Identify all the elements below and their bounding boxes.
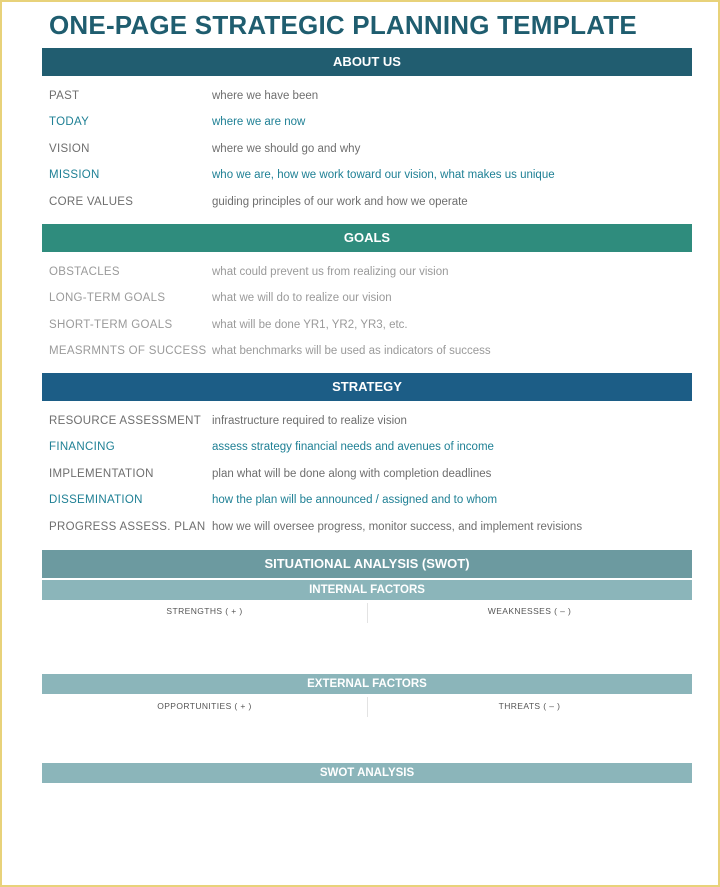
row-description: what will be done YR1, YR2, YR3, etc.: [212, 319, 408, 331]
row-description: how the plan will be announced / assigned and to whom: [212, 494, 498, 506]
goals-row-obstacles: [42, 262, 692, 282]
strategy-header: STRATEGY: [42, 373, 692, 401]
swot-analysis-header: SWOT ANALYSIS: [42, 763, 692, 783]
strengths-label: STRENGTHS ( + ): [166, 606, 243, 616]
row-label: LONG-TERM GOALS: [49, 292, 166, 304]
row-label: FINANCING: [49, 441, 115, 453]
page-title: ONE-PAGE STRATEGIC PLANNING TEMPLATE: [49, 10, 637, 40]
row-description: how we will oversee progress, monitor success, and implement revisions: [212, 521, 583, 533]
row-description: where we have been: [212, 90, 319, 102]
weaknesses-label: WEAKNESSES ( – ): [487, 606, 572, 616]
about-row-mission: [42, 165, 692, 185]
goals-row-measurements: [42, 341, 692, 361]
row-description: where we are now: [212, 116, 306, 128]
swot-header: SITUATIONAL ANALYSIS (SWOT): [42, 550, 692, 578]
row-label: PAST: [49, 90, 80, 102]
strategy-row-progress: [42, 517, 692, 537]
row-description: guiding principles of our work and how we operate: [212, 196, 468, 208]
row-label: MISSION: [49, 169, 100, 181]
goals-row-short-term: [42, 315, 692, 335]
row-description: what we will do to realize our vision: [212, 292, 392, 304]
row-description: infrastructure required to realize vision: [212, 415, 407, 427]
threats-label: THREATS ( – ): [498, 701, 561, 711]
strategy-row-financing: [42, 437, 692, 457]
internal-factors-header: INTERNAL FACTORS: [42, 580, 692, 600]
strategy-row-resource: [42, 411, 692, 431]
goals-row-long-term: [42, 288, 692, 308]
opportunities-label: OPPORTUNITIES ( + ): [157, 701, 252, 711]
row-label: IMPLEMENTATION: [49, 468, 154, 480]
row-label: TODAY: [49, 116, 90, 128]
row-description: plan what will be done along with completion deadlines: [212, 468, 492, 480]
external-divider: [367, 697, 368, 717]
row-description: assess strategy financial needs and avenues of income: [212, 441, 494, 453]
row-label: MEASRMNTS OF SUCCESS: [49, 345, 207, 357]
about-row-vision: [42, 139, 692, 159]
row-label: DISSEMINATION: [49, 494, 143, 506]
row-label: PROGRESS ASSESS. PLAN: [49, 521, 206, 533]
goals-header: GOALS: [42, 224, 692, 252]
row-description: who we are, how we work toward our vision, what makes us unique: [212, 169, 555, 181]
row-label: SHORT-TERM GOALS: [49, 319, 173, 331]
strategy-row-implementation: [42, 464, 692, 484]
internal-divider: [367, 603, 368, 623]
row-description: what could prevent us from realizing our vision: [212, 266, 449, 278]
row-label: VISION: [49, 143, 90, 155]
row-label: RESOURCE ASSESSMENT: [49, 415, 202, 427]
external-factors-header: EXTERNAL FACTORS: [42, 674, 692, 694]
row-description: where we should go and why: [212, 143, 361, 155]
row-description: what benchmarks will be used as indicators of success: [212, 345, 491, 357]
about-row-today: [42, 112, 692, 132]
about-us-header: ABOUT US: [42, 48, 692, 76]
row-label: OBSTACLES: [49, 266, 120, 278]
about-row-past: [42, 86, 692, 106]
about-row-core-values: [42, 192, 692, 212]
strategy-row-dissemination: [42, 490, 692, 510]
row-label: CORE VALUES: [49, 196, 134, 208]
